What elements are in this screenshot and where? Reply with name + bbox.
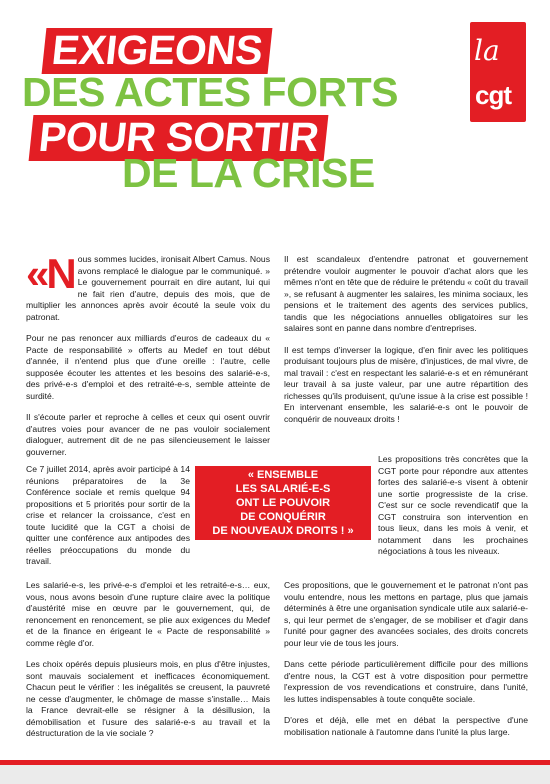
paragraph: Ces propositions, que le gouvernement et le patronat n'ont pas voulu entendre, nous les mettons en partage, plus que jamais déterminés à être une organisation syndicale utile aux salarié-e-s, qui leur permet de s'engager, de se mobiliser et d'agir dans l'unité pour gagner des avancées sociales, des droits concrets pour leur vie de tous les jours. xyxy=(284,580,528,648)
logo-la-text: la xyxy=(474,34,500,67)
headline-line-3: POUR SORTIR xyxy=(29,115,329,161)
paragraph: Il est temps d'inverser la logique, d'en finir avec les politiques produisant toujours plus de misère, d'injustices, de mal vivre, de mal travail : c'est en respectant les salarié-e-s et en rémunérant leur travail à sa juste valeur, par une autre répartition des richesses qu'ils produisent, qu'une issue à la crise est possible ! En intervenant ensemble, les salarié-e-s ont le pouvoir de conquérir de nouveaux droits ! xyxy=(284,344,528,424)
headline-line-2: DES ACTES FORTS xyxy=(22,69,398,115)
footer-red-bar xyxy=(0,760,550,765)
headline-line-1: EXIGEONS xyxy=(42,28,273,74)
logo-cgt-text: cgt xyxy=(475,80,511,110)
footer-band xyxy=(0,760,550,784)
drop-cap: «N xyxy=(26,250,74,297)
quote-line: DE NOUVEAUX DROITS ! » xyxy=(212,525,354,537)
headline-line-4: DE LA CRISE xyxy=(122,150,375,196)
quote-line: « ENSEMBLE xyxy=(247,469,319,481)
cgt-logo xyxy=(470,22,526,122)
left-column-top xyxy=(26,250,270,468)
left-column-narrow xyxy=(26,464,190,578)
paragraph: Pour ne pas renoncer aux milliards d'euros de cadeaux du « Pacte de responsabilité » offerts au Medef en tout début d'année, il n'entend plus que d'une oreille : l'autre, celle supposée écouter les attentes et les besoins des salarié-e-s, des privé-e-s d'emploi et des retraité-e-s, semble atteinte de surdité. xyxy=(26,333,270,401)
paragraph: «Nous sommes lucides, ironisait Albert Camus. Nous avons remplacé le dialogue par le communiqué. » Le gouvernement pourrait en dire autant, lui qui ne fait rien d'autre, depuis des mois, que de multiplier les annonces après avoir écouté la seule voix du patronat. xyxy=(26,250,270,322)
left-column-bottom xyxy=(26,580,270,750)
paragraph: Les choix opérés depuis plusieurs mois, en plus d'être injustes, sont mauvais socialement et inefficaces économiquement. Chacun peut le vérifier : les inégalités se creusent, la pauvreté ne cesse d'augmenter, le chômage de masse s'installe… Mais la France devrait-elle se résigner à la désillusion, la démobilisation et l'usure des salarié-e-s au travail et la déstructuration de la vie sociale ? xyxy=(26,659,270,738)
quote-line: DE CONQUÉRIR xyxy=(240,511,326,523)
paragraph: Il s'écoute parler et reproche à celles et ceux qui osent ouvrir d'autres voies pour avancer de ne pas vouloir socialement dialoguer, autrement dit de ne pas silencieusement le laisser gouverner. xyxy=(26,412,270,457)
quote-line: ONT LE POUVOIR xyxy=(235,497,331,509)
paragraph: Ce 7 juillet 2014, après avoir participé à 14 réunions préparatoires de la 3e Conférence sociale et remis quelque 94 propositions et 5 priorités pour sortir de la crise et relancer la croissance, c'est en toute lucidité que la CGT a choisi de quitter une conférence aux antipodes des réelles préoccupations du monde du travail. xyxy=(26,464,190,566)
paragraph: D'ores et déjà, elle met en débat la perspective d'une mobilisation nationale à l'automne dans l'unité la plus large. xyxy=(284,715,528,737)
paragraph: Il est scandaleux d'entendre patronat et gouvernement prétendre vouloir augmenter le pouvoir d'achat alors que les mêmes n'ont en tête que de réduire le prétendu « coût du travail », se refusant à augmenter les salaires, les minima sociaux, les pensions et le traitement des agents des services publics, tandis que les négociations annuelles obligatoires sur les salaires sont en panne dans nombre d'entreprises. xyxy=(284,254,528,333)
paragraph: Les salarié-e-s, les privé-e-s d'emploi et les retraité-e-s… eux, vous, nous avons besoin d'une rupture claire avec la politique d'austérité mise en œuvre par le gouvernement, qui, de renoncement en renoncement, se plie aux exigences du Medef et de la finance en érigeant le « Pacte de responsabilité » comme règle d'or. xyxy=(26,580,270,648)
right-column-bottom xyxy=(284,580,528,748)
right-column-narrow xyxy=(378,454,528,568)
paragraph: Les propositions très concrètes que la CGT porte pour répondre aux attentes fortes des salarié-e-s visent à obtenir une sortie progressiste de la crise. C'est sur ce socle revendicatif que la CGT construira son intervention en tous lieux, dans les mois à venir, et notamment dans les prochaines négociations à tous les niveaux. xyxy=(378,454,528,556)
right-column-top xyxy=(284,254,528,435)
paragraph: Dans cette période particulièrement difficile pour des millions d'entre nous, la CGT est à votre disposition pour permettre l'expression de vos revendications et construire, dans l'unité, les luttes indispensables à toute conquête sociale. xyxy=(284,659,528,704)
quote-line: LES SALARIÉ-E-S xyxy=(235,483,331,495)
pull-quote xyxy=(195,466,371,540)
